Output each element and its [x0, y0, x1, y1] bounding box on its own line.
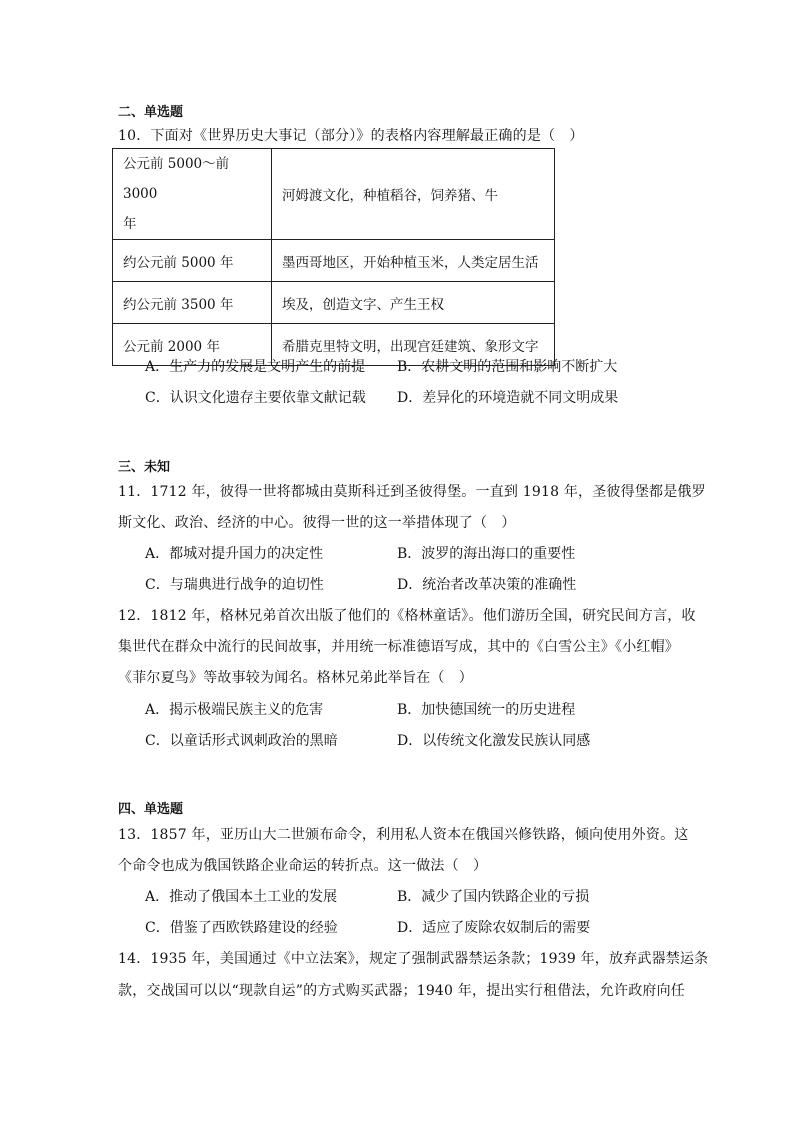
table-cell-event: 埃及，创造文字、产生王权	[272, 282, 555, 324]
question-11-line-1: 11．1712 年，彼得一世将都城由莫斯科迁到圣彼得堡。一直到 1918 年，圣彼得堡都是俄罗	[118, 484, 706, 500]
option-10-c: C．认识文化遗存主要依靠文献记载	[145, 390, 366, 406]
section-heading-3: 三、未知	[118, 460, 171, 475]
option-11-b: B．波罗的海出海口的重要性	[397, 546, 576, 562]
table-row	[113, 282, 555, 324]
table-cell-time	[113, 149, 272, 240]
option-10-b: B．农耕文明的范围和影响不断扩大	[397, 359, 618, 375]
table-cell-event: 希腊克里特文明，出现宫廷建筑、象形文字	[272, 324, 555, 366]
option-12-d: D．以传统文化激发民族认同感	[397, 733, 591, 749]
option-13-d: D．适应了废除农奴制后的需要	[397, 920, 591, 936]
option-11-d: D．统治者改革决策的准确性	[397, 577, 577, 593]
option-13-b: B．减少了国内铁路企业的亏损	[397, 889, 590, 905]
question-14-line-2: 款，交战国可以以“现款自运”的方式购买武器；1940 年，提出实行租借法，允许政府向任	[118, 983, 685, 999]
table-cell-event: 河姆渡文化，种植稻谷，饲养猪、牛	[272, 149, 555, 240]
question-12-line-1: 12．1812 年，格林兄弟首次出版了他们的《格林童话》。他们游历全国，研究民间方言，收	[118, 608, 696, 624]
option-12-c: C．以童话形式讽刺政治的黑暗	[145, 733, 338, 749]
history-events-table	[112, 148, 555, 366]
table-row	[113, 240, 555, 282]
section-heading-2: 二、单选题	[118, 105, 184, 120]
table-row	[113, 149, 555, 240]
option-11-c: C．与瑞典进行战争的迫切性	[145, 577, 324, 593]
question-13-line-2: 个命令也成为俄国铁路企业命运的转折点。这一做法（ ）	[118, 858, 488, 874]
cell-line: 年	[123, 216, 137, 232]
question-11-line-2: 斯文化、政治、经济的中心。彼得一世的这一举措体现了（ ）	[118, 515, 516, 531]
table-cell-time: 公元前 2000 年	[113, 324, 272, 366]
option-11-a: A．都城对提升国力的决定性	[145, 546, 324, 562]
table-cell-event: 墨西哥地区，开始种植玉米，人类定居生活	[272, 240, 555, 282]
option-12-a: A．揭示极端民族主义的危害	[145, 702, 324, 718]
option-13-c: C．借鉴了西欧铁路建设的经验	[145, 920, 338, 936]
option-10-d: D．差异化的环境造就不同文明成果	[397, 390, 619, 406]
question-13-line-1: 13．1857 年，亚历山大二世颁布命令，利用私人资本在俄国兴修铁路，倾向使用外资。这	[118, 827, 689, 843]
option-12-b: B．加快德国统一的历史进程	[397, 702, 576, 718]
section-heading-4: 四、单选题	[118, 802, 184, 817]
question-12-line-2: 集世代在群众中流行的民间故事，并用统一标准德语写成，其中的《白雪公主》《小红帽》	[118, 639, 679, 655]
option-13-a: A．推动了俄国本土工业的发展	[145, 889, 338, 905]
question-14-line-1: 14．1935 年，美国通过《中立法案》，规定了强制武器禁运条款；1939 年，放弃武器禁运条	[118, 951, 709, 967]
table-cell-time: 约公元前 5000 年	[113, 240, 272, 282]
question-12-line-3: 《菲尔夏鸟》等故事较为闻名。格林兄弟此举旨在（ ）	[118, 670, 473, 686]
question-10-stem: 10．下面对《世界历史大事记（部分）》的表格内容理解最正确的是（ ）	[118, 128, 584, 144]
cell-line: 公元前 5000～前 3000	[123, 156, 230, 202]
table-cell-time: 约公元前 3500 年	[113, 282, 272, 324]
option-10-a: A．生产力的发展是文明产生的前提	[145, 359, 366, 375]
